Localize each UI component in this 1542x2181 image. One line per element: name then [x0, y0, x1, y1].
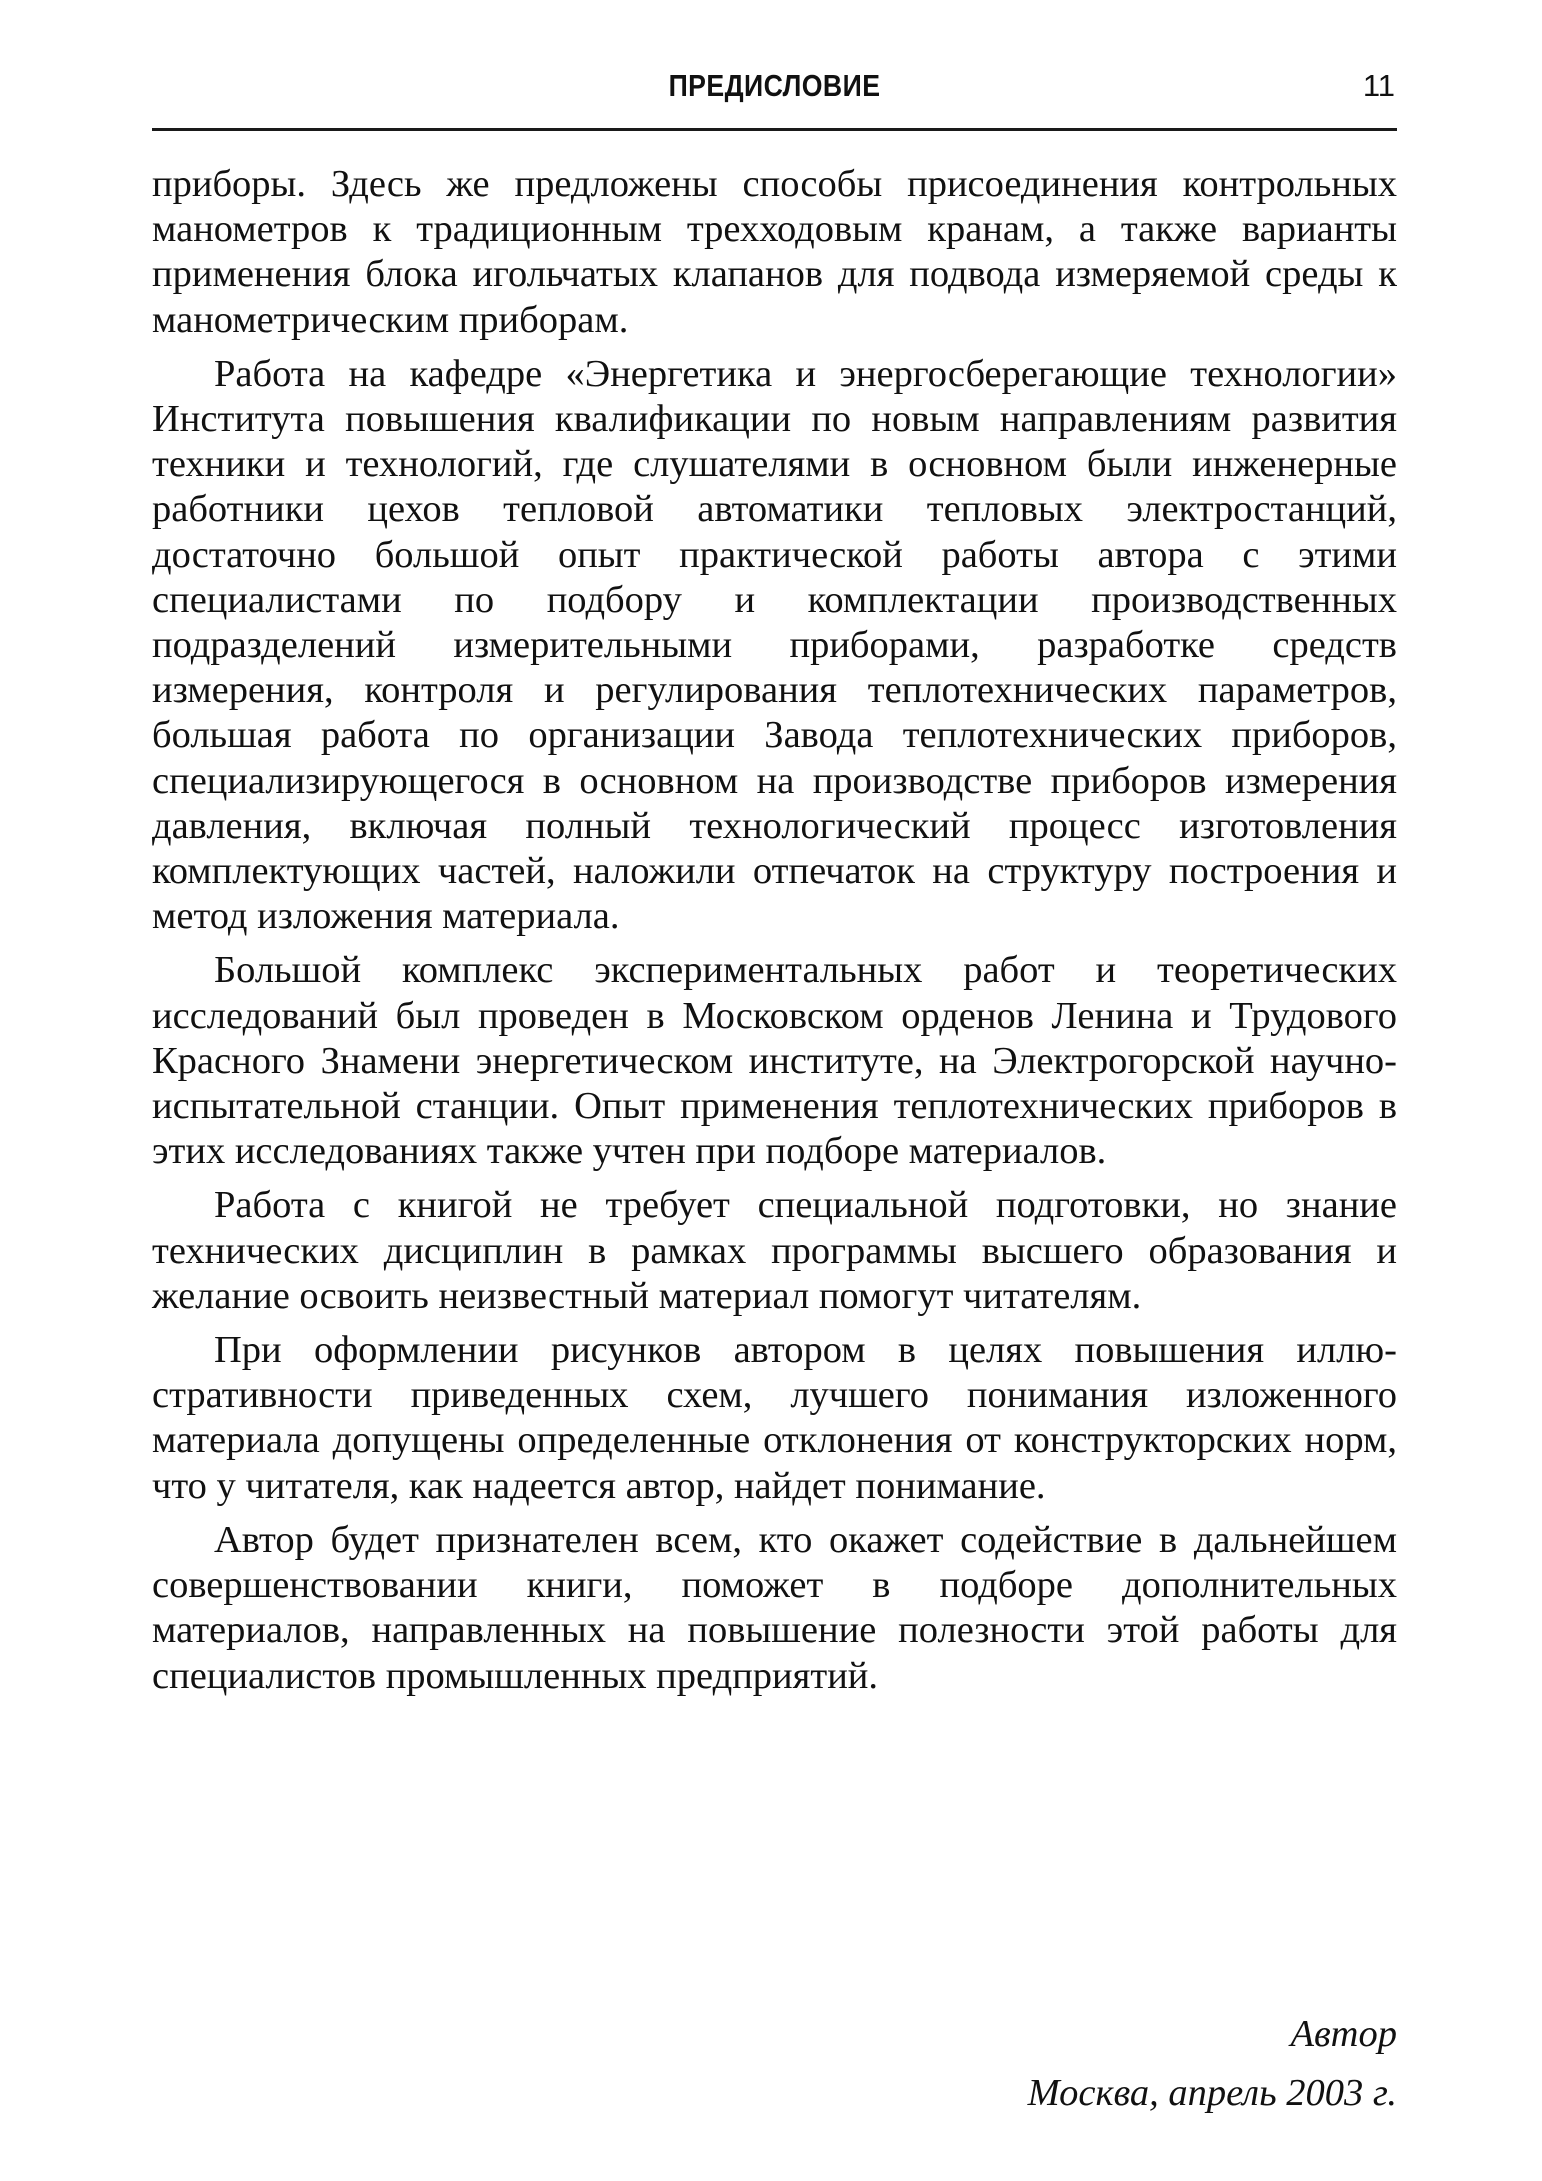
page-number: 11 [1362, 68, 1395, 103]
signature-place-date: Москва, апрель 2003 г. [1027, 2072, 1397, 2114]
paragraph: Большой комплекс экспериментальных работ и теоретических исследований был проведен в Московском орденов Ленина и Трудового Красного Знамени энергетическом институте, на Электрогорской научно-испытательной станции. Опыт применения теплотехнических приборов в этих исследованиях также учтен при подборе материалов. [152, 949, 1397, 1173]
signature-block [1028, 2005, 1397, 2123]
paragraph: При оформлении рисунков автором в целях повышения иллюстративности приведенных схем, лучшего понимания изложенного материала допущены определенные отклонения от конструкторских норм, что у читателя, как надеется автор, найдет понимание. [152, 1329, 1397, 1507]
chapter-title: ПРЕДИСЛОВИЕ [668, 68, 881, 103]
paragraph: Работа с книгой не требует специальной подготовки, но знание технических дисциплин в рамках программы высшего образования и желание освоить неизвестный материал помогут читателям. [152, 1184, 1397, 1317]
paragraph: Автор будет признателен всем, кто окажет содействие в дальнейшем совершенствовании книги, поможет в подборе дополнительных материалов, направленных на повышение полезности этой работы для специалистов промышленных предприятий. [152, 1518, 1397, 1697]
paragraph: Работа на кафедре «Энергетика и энергосберегающие технологии» Института повышения квалификации по новым направлениям развития техники и технологий, где слушателями в основном были инженерные работники цехов тепловой автоматики тепловых электростанций, достаточно большой опыт практической работы автора с этими специалистами по подбору и комплектации производственных подразделений измерительными приборами, разработке средств измерения, контроля и регулирования теплотехнических параметров, большая работа по организации Завода теплотехнических приборов, специализирующегося в основном на производстве приборов измерения давления, включая полный технологический процесс изготовления комплектующих частей, наложили отпечаток на структуру построения и метод изложения материала. [152, 352, 1397, 938]
signature-author: Автор [1290, 2013, 1397, 2055]
running-header [152, 64, 1397, 131]
paragraph: приборы. Здесь же предложены способы присоединения контрольных манометров к традиционным трехходовым кранам, а также варианты применения блока игольчатых клапанов для подвода измеряемой среды к манометрическим приборам. [152, 163, 1397, 341]
body-text [152, 162, 1397, 1708]
